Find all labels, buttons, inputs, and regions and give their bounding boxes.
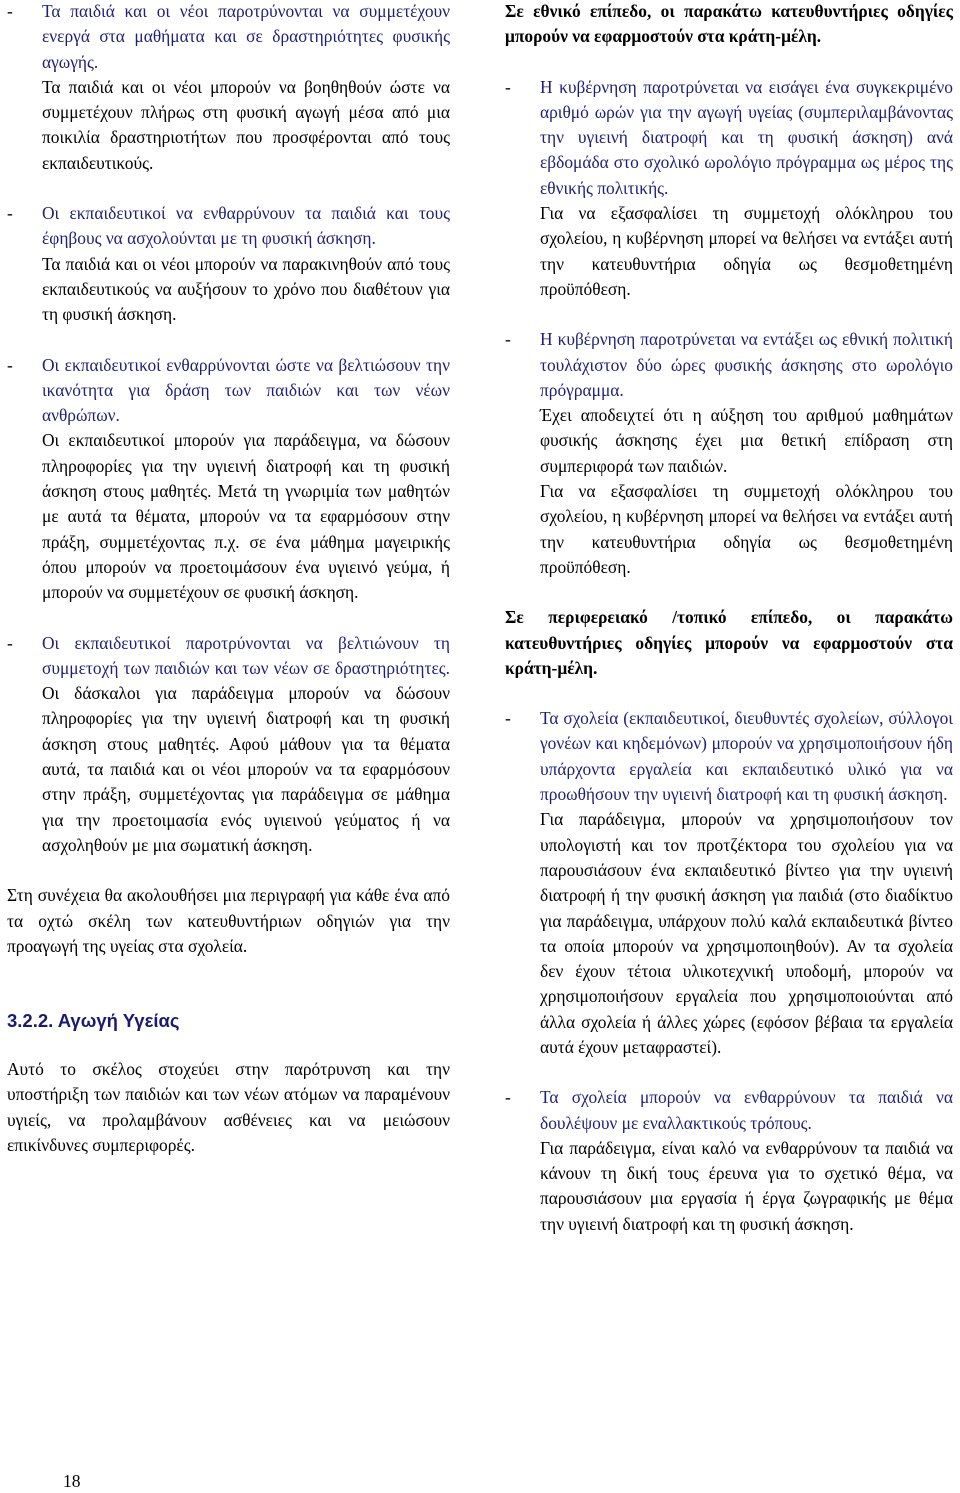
left-column [7,0,450,1158]
page-number: 18 [63,1471,81,1491]
list-dash: - [7,354,13,375]
guideline-highlight: Τα παιδιά και οι νέοι παροτρύνονται να συμμετέχουν ενεργά στα μαθήματα και σε δραστηριότητες φυσικής αγωγής. [42,1,450,72]
list-dash: - [505,76,511,97]
guideline-highlight: Τα σχολεία (εκπαιδευτικοί, διευθυντές σχολείων, σύλλογοι γονέων και κηδεμόνων) μπορούν να χρησιμοποιήσουν ήδη υπάρχοντα εργαλεία και εκπαιδευτικό υλικό για να προωθήσουν την υγιεινή διατροφή και τη φυσική άσκηση. [540,708,953,805]
guideline-highlight: Τα σχολεία μπορούν να ενθαρρύνουν τα παιδιά να δουλέψουν με εναλλακτικούς τρόπους. [540,1087,953,1133]
list-dash: - [7,632,13,653]
guideline-body: Τα παιδιά και οι νέοι μπορούν να βοηθηθούν ώστε να συμμετέχουν πλήρως στη φυσική αγωγή μέσα από μια ποικιλία δραστηριοτήτων που προσφέρονται από τους εκπαιδευτικούς. [42,76,450,173]
section-heading: 3.2.2. Αγωγή Υγείας [7,1010,180,1032]
guideline-highlight: Οι εκπαιδευτικοί παροτρύνονται να βελτιώνουν τη συμμετοχή των παιδιών και των νέων σε δραστηριότητες. [42,632,450,678]
list-item [7,0,450,176]
guideline-body: Για παράδειγμα, είναι καλό να ενθαρρύνουν τα παιδιά να κάνουν τη δική τους έρευνα για το σχετικό θέμα, να παρουσιάσουν μια εργασία ή έργα ζωγραφικής με θέμα την υγιεινή διατροφή και τη φυσική άσκηση. [540,1137,953,1234]
list-dash: - [7,1,13,21]
guideline-highlight: Οι εκπαιδευτικοί να ενθαρρύνουν τα παιδιά και τους έφηβους να ασχολούνται με τη φυσική άσκηση. [42,203,450,249]
guideline-body: Οι εκπαιδευτικοί μπορούν για παράδειγμα, να δώσουν πληροφορίες για την υγιεινή διατροφή και τη φυσική άσκηση στους μαθητές. Μετά τη γνωριμία των μαθητών με αυτά τα θέματα, μπορούν να τα εφαρμόσουν στην πράξη, συμμετέχοντας π.χ. σε ένα μάθημα μαγειρικής όπου μπορούν να προετοιμάσουν ένα υγιεινό γεύμα, ή μπορούν να συμμετέχουν σε φυσική άσκηση. [42,430,450,603]
list-dash: - [505,1087,511,1108]
list-item [505,1085,953,1237]
guideline-highlight: Η κυβέρνηση παροτρύνεται να εισάγει ένα συγκεκριμένο αριθμό ωρών για την αγωγή υγείας (συμπεριλαμβάνοντας την υγιεινή διατροφή και τη φυσική άσκηση) ανά εβδομάδα στο σχολικό ωρολόγιο πρόγραμμα ως μέρος της εθνικής πολιτικής. [540,76,953,198]
guideline-highlight: Οι εκπαιδευτικοί ενθαρρύνονται ώστε να βελτιώσουν την ικανότητα για δράση των παιδιών και των νέων ανθρώπων. [42,354,450,426]
guideline-body: Οι δάσκαλοι για παράδειγμα μπορούν να δώσουν πληροφορίες για την υγιεινή διατροφή και τη φυσική άσκηση στους μαθητές. Αφού μάθουν για τα θέματα αυτά, τα παιδιά και οι νέοι μπορούν να τα εφαρμόσουν στην πράξη, συμμετέχοντας για παράδειγμα σε μάθημα για την προετοιμασία ενός υγιεινού γεύματος ή να ασχοληθούν με μια σωματική άσκηση. [42,683,450,855]
list-dash: - [7,203,13,224]
regional-level-intro: Σε περιφερειακό /τοπικό επίπεδο, οι παρακάτω κατευθυντήριες οδηγίες μπορούν να εφαρμοστούν στα κράτη-μέλη. [505,607,953,678]
list-dash: - [505,329,511,350]
guideline-highlight: Η κυβέρνηση παροτρύνεται να εντάξει ως εθνική πολιτική τουλάχιστον δύο ώρες φυσικής άσκησης στο ωρολόγιο πρόγραμμα. [540,329,953,400]
list-dash: - [505,708,511,729]
guideline-body: Για να εξασφαλίσει τη συμμετοχή ολόκληρου του σχολείου, η κυβέρνηση μπορεί να θελήσει να εντάξει αυτή την κατευθυντήρια οδηγία ως θεσμοθετημένη προϋπόθεση. [540,203,953,299]
list-item [7,353,450,606]
guideline-body: Για παράδειγμα, μπορούν να χρησιμοποιήσουν τον υπολογιστή και τον προτζέκτορα του σχολείου για να παρουσιάσουν ένα εκπαιδευτικό βίντεο για την υγιεινή διατροφή ή την φυσική άσκηση για παιδιά (στο διαδίκτυο για παράδειγμα, υπάρχουν πολύ καλά εκπαιδευτικά βίντεο τα οποία μπορούν να χρησιμοποιηθούν). Αν τα σχολεία δεν έχουν τέτοια υλικοτεχνική υποδομή, μπορούν να χρησιμοποιήσουν εργαλεία που χρησιμοποιούνται από άλλα σχολεία ή άλλες χώρες (εφόσον βέβαια τα εργαλεία αυτά έχουν μεταφραστεί). [540,809,953,1057]
guideline-body: Έχει αποδειχτεί ότι η αύξηση του αριθμού μαθημάτων φυσικής άσκησης έχει μια θετική επίδραση στη συμπεριφορά των παιδιών. [540,405,953,476]
list-item [505,75,953,303]
list-item [505,327,953,580]
guideline-body: Τα παιδιά και οι νέοι μπορούν να παρακινηθούν από τους εκπαιδευτικούς να αυξήσουν το χρόνο που διαθέτουν για τη φυσική άσκηση. [42,253,450,325]
list-item [7,201,450,327]
national-level-intro: Σε εθνικό επίπεδο, οι παρακάτω κατευθυντήριες οδηγίες μπορούν να εφαρμοστούν στα κράτη-μέλη. [505,1,953,47]
right-column [505,0,953,1237]
list-item [505,706,953,1060]
guideline-body: Για να εξασφαλίσει τη συμμετοχή ολόκληρου του σχολείου, η κυβέρνηση μπορεί να θελήσει να εντάξει αυτή την κατευθυντήρια οδηγία ως θεσμοθετημένη προϋπόθεση. [540,481,953,577]
section-paragraph: Αυτό το σκέλος στοχεύει στην παρότρυνση και την υποστήριξη των παιδιών και των νέων ατόμων να παραμένουν υγιείς, να προλαμβάνουν ασθένειες και να μειώσουν επικίνδυνες συμπεριφορές. [7,1059,450,1155]
summary-paragraph: Στη συνέχεια θα ακολουθήσει μια περιγραφή για κάθε ένα από τα οχτώ σκέλη των κατευθυντήριων οδηγιών για την προαγωγή της υγείας στα σχολεία. [7,885,450,956]
list-item [7,631,450,859]
